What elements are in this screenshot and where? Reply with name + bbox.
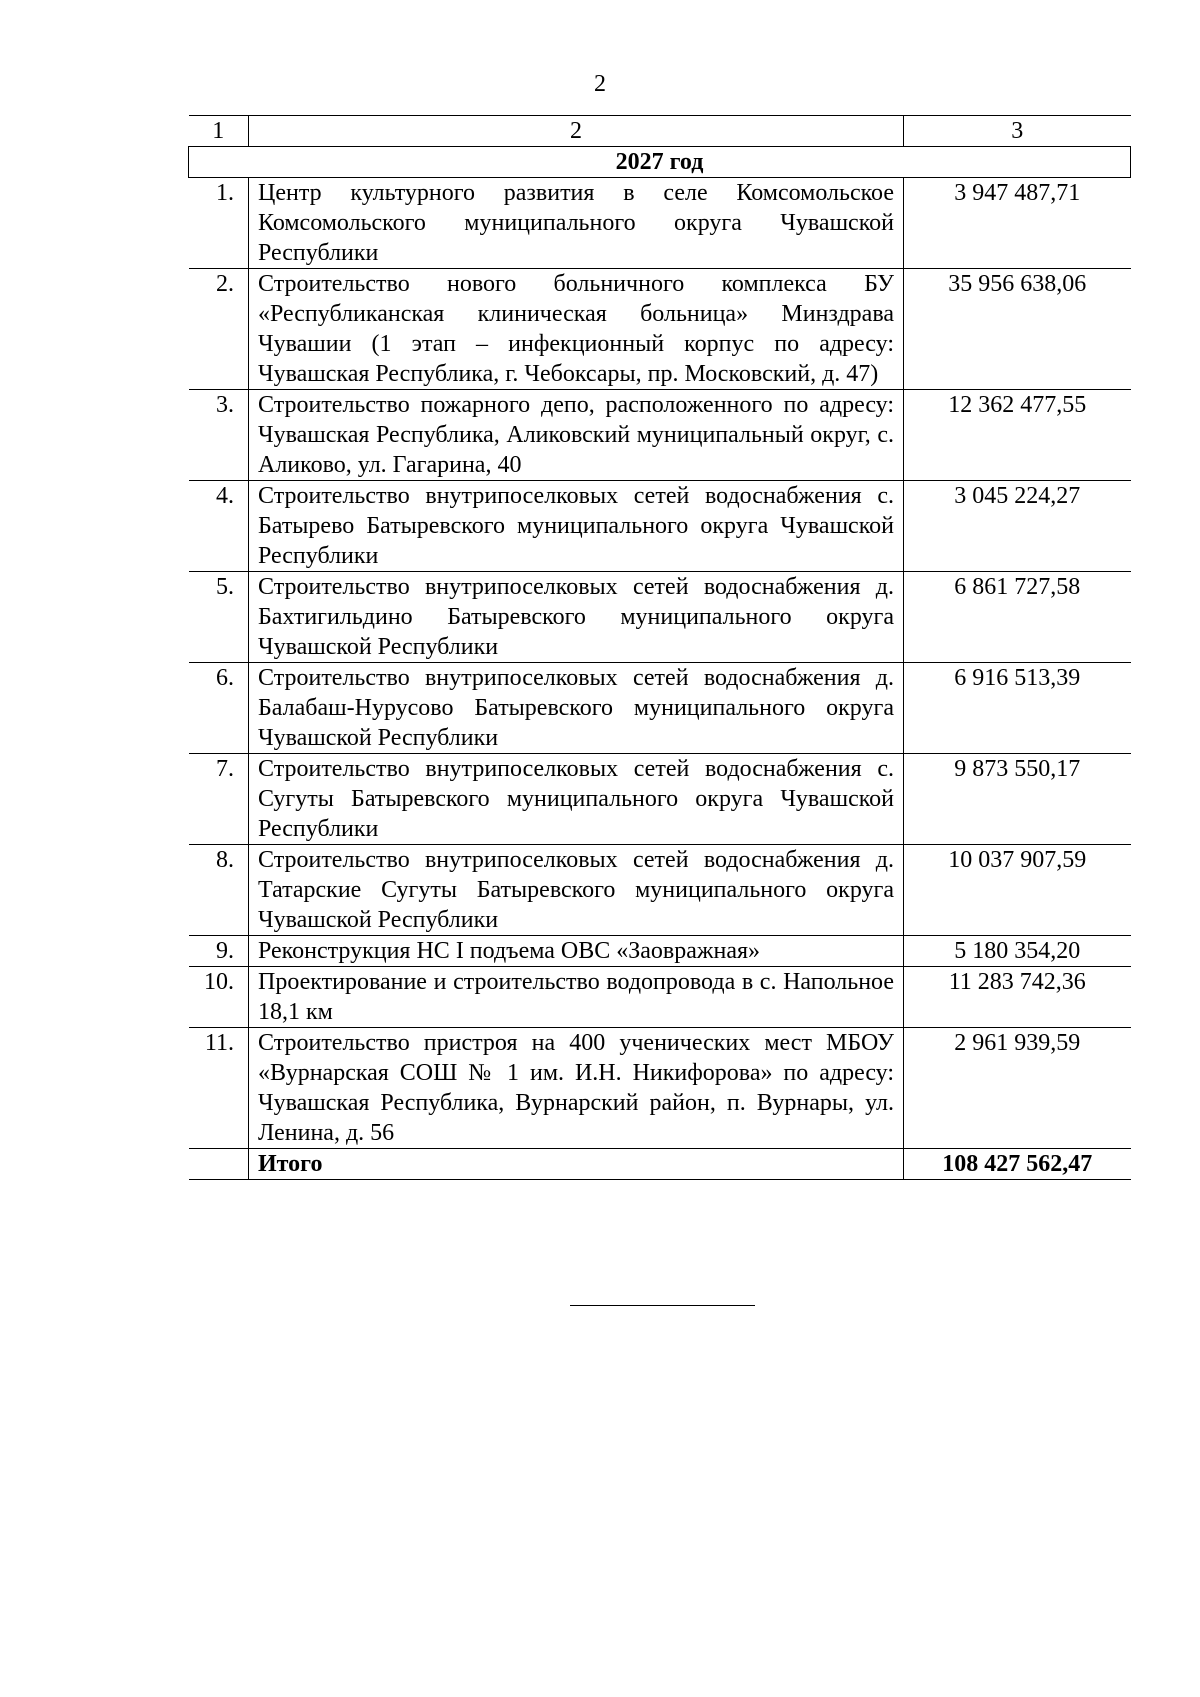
column-header-2: 2 (249, 116, 904, 147)
column-header-1: 1 (189, 116, 249, 147)
year-label: 2027 год (189, 147, 1131, 178)
table-row (189, 390, 1131, 481)
table-row (189, 967, 1131, 1028)
table-row (189, 1028, 1131, 1149)
row-amount: 35 956 638,06 (904, 269, 1131, 390)
row-object-name: Строительство нового больничного комплекса БУ «Республиканская клиническая больница» Минздрава Чувашии (1 этап – инфекционный корпус по адресу: Чувашская Республика, г. Чебоксары, пр. Московский, д. 47) (249, 269, 904, 390)
row-object-name: Строительство внутрипоселковых сетей водоснабжения д. Татарские Сугуты Батыревского муниципального округа Чувашской Республики (249, 845, 904, 936)
row-object-name: Строительство внутрипоселковых сетей водоснабжения д. Бахтигильдино Батыревского муниципального округа Чувашской Республики (249, 572, 904, 663)
row-object-name: Строительство внутрипоселковых сетей водоснабжения с. Батырево Батыревского муниципального округа Чувашской Республики (249, 481, 904, 572)
row-amount: 2 961 939,59 (904, 1028, 1131, 1149)
row-amount: 10 037 907,59 (904, 845, 1131, 936)
row-number: 3. (189, 390, 249, 481)
table-row (189, 936, 1131, 967)
row-object-name: Центр культурного развития в селе Комсомольское Комсомольского муниципального округа Чувашской Республики (249, 178, 904, 269)
table-row (189, 663, 1131, 754)
table-row (189, 269, 1131, 390)
row-number: 8. (189, 845, 249, 936)
row-amount: 12 362 477,55 (904, 390, 1131, 481)
row-amount: 6 916 513,39 (904, 663, 1131, 754)
row-amount: 11 283 742,36 (904, 967, 1131, 1028)
row-number: 2. (189, 269, 249, 390)
row-amount: 5 180 354,20 (904, 936, 1131, 967)
row-number: 4. (189, 481, 249, 572)
total-label: Итого (249, 1149, 904, 1180)
total-amount: 108 427 562,47 (904, 1149, 1131, 1180)
table-header-row (189, 116, 1131, 147)
page-number: 2 (594, 71, 606, 97)
row-number: 7. (189, 754, 249, 845)
year-section-row (189, 147, 1131, 178)
total-number-cell (189, 1149, 249, 1180)
row-amount: 6 861 727,58 (904, 572, 1131, 663)
row-number: 11. (189, 1028, 249, 1149)
row-number: 1. (189, 178, 249, 269)
total-row (189, 1149, 1131, 1180)
row-amount: 9 873 550,17 (904, 754, 1131, 845)
row-number: 9. (189, 936, 249, 967)
row-amount: 3 947 487,71 (904, 178, 1131, 269)
row-object-name: Строительство пристроя на 400 ученических мест МБОУ «Вурнарская СОШ № 1 им. И.Н. Никифорова» по адресу: Чувашская Республика, Вурнарский район, п. Вурнары, ул. Ленина, д. 56 (249, 1028, 904, 1149)
row-number: 10. (189, 967, 249, 1028)
table-row (189, 754, 1131, 845)
row-object-name: Строительство внутрипоселковых сетей водоснабжения с. Сугуты Батыревского муниципального округа Чувашской Республики (249, 754, 904, 845)
row-amount: 3 045 224,27 (904, 481, 1131, 572)
row-object-name: Строительство внутрипоселковых сетей водоснабжения д. Балабаш-Нурусово Батыревского муниципального округа Чувашской Республики (249, 663, 904, 754)
table-row (189, 845, 1131, 936)
end-of-document-line (570, 1305, 755, 1306)
row-object-name: Проектирование и строительство водопровода в с. Напольное 18,1 км (249, 967, 904, 1028)
table-row (189, 481, 1131, 572)
table-row (189, 572, 1131, 663)
table-row (189, 178, 1131, 269)
row-number: 5. (189, 572, 249, 663)
row-number: 6. (189, 663, 249, 754)
row-object-name: Реконструкция НС I подъема ОВС «Заовражная» (249, 936, 904, 967)
budget-table (188, 115, 1131, 1180)
column-header-3: 3 (904, 116, 1131, 147)
row-object-name: Строительство пожарного депо, расположенного по адресу: Чувашская Республика, Аликовский муниципальный округ, с. Аликово, ул. Гагарина, 40 (249, 390, 904, 481)
